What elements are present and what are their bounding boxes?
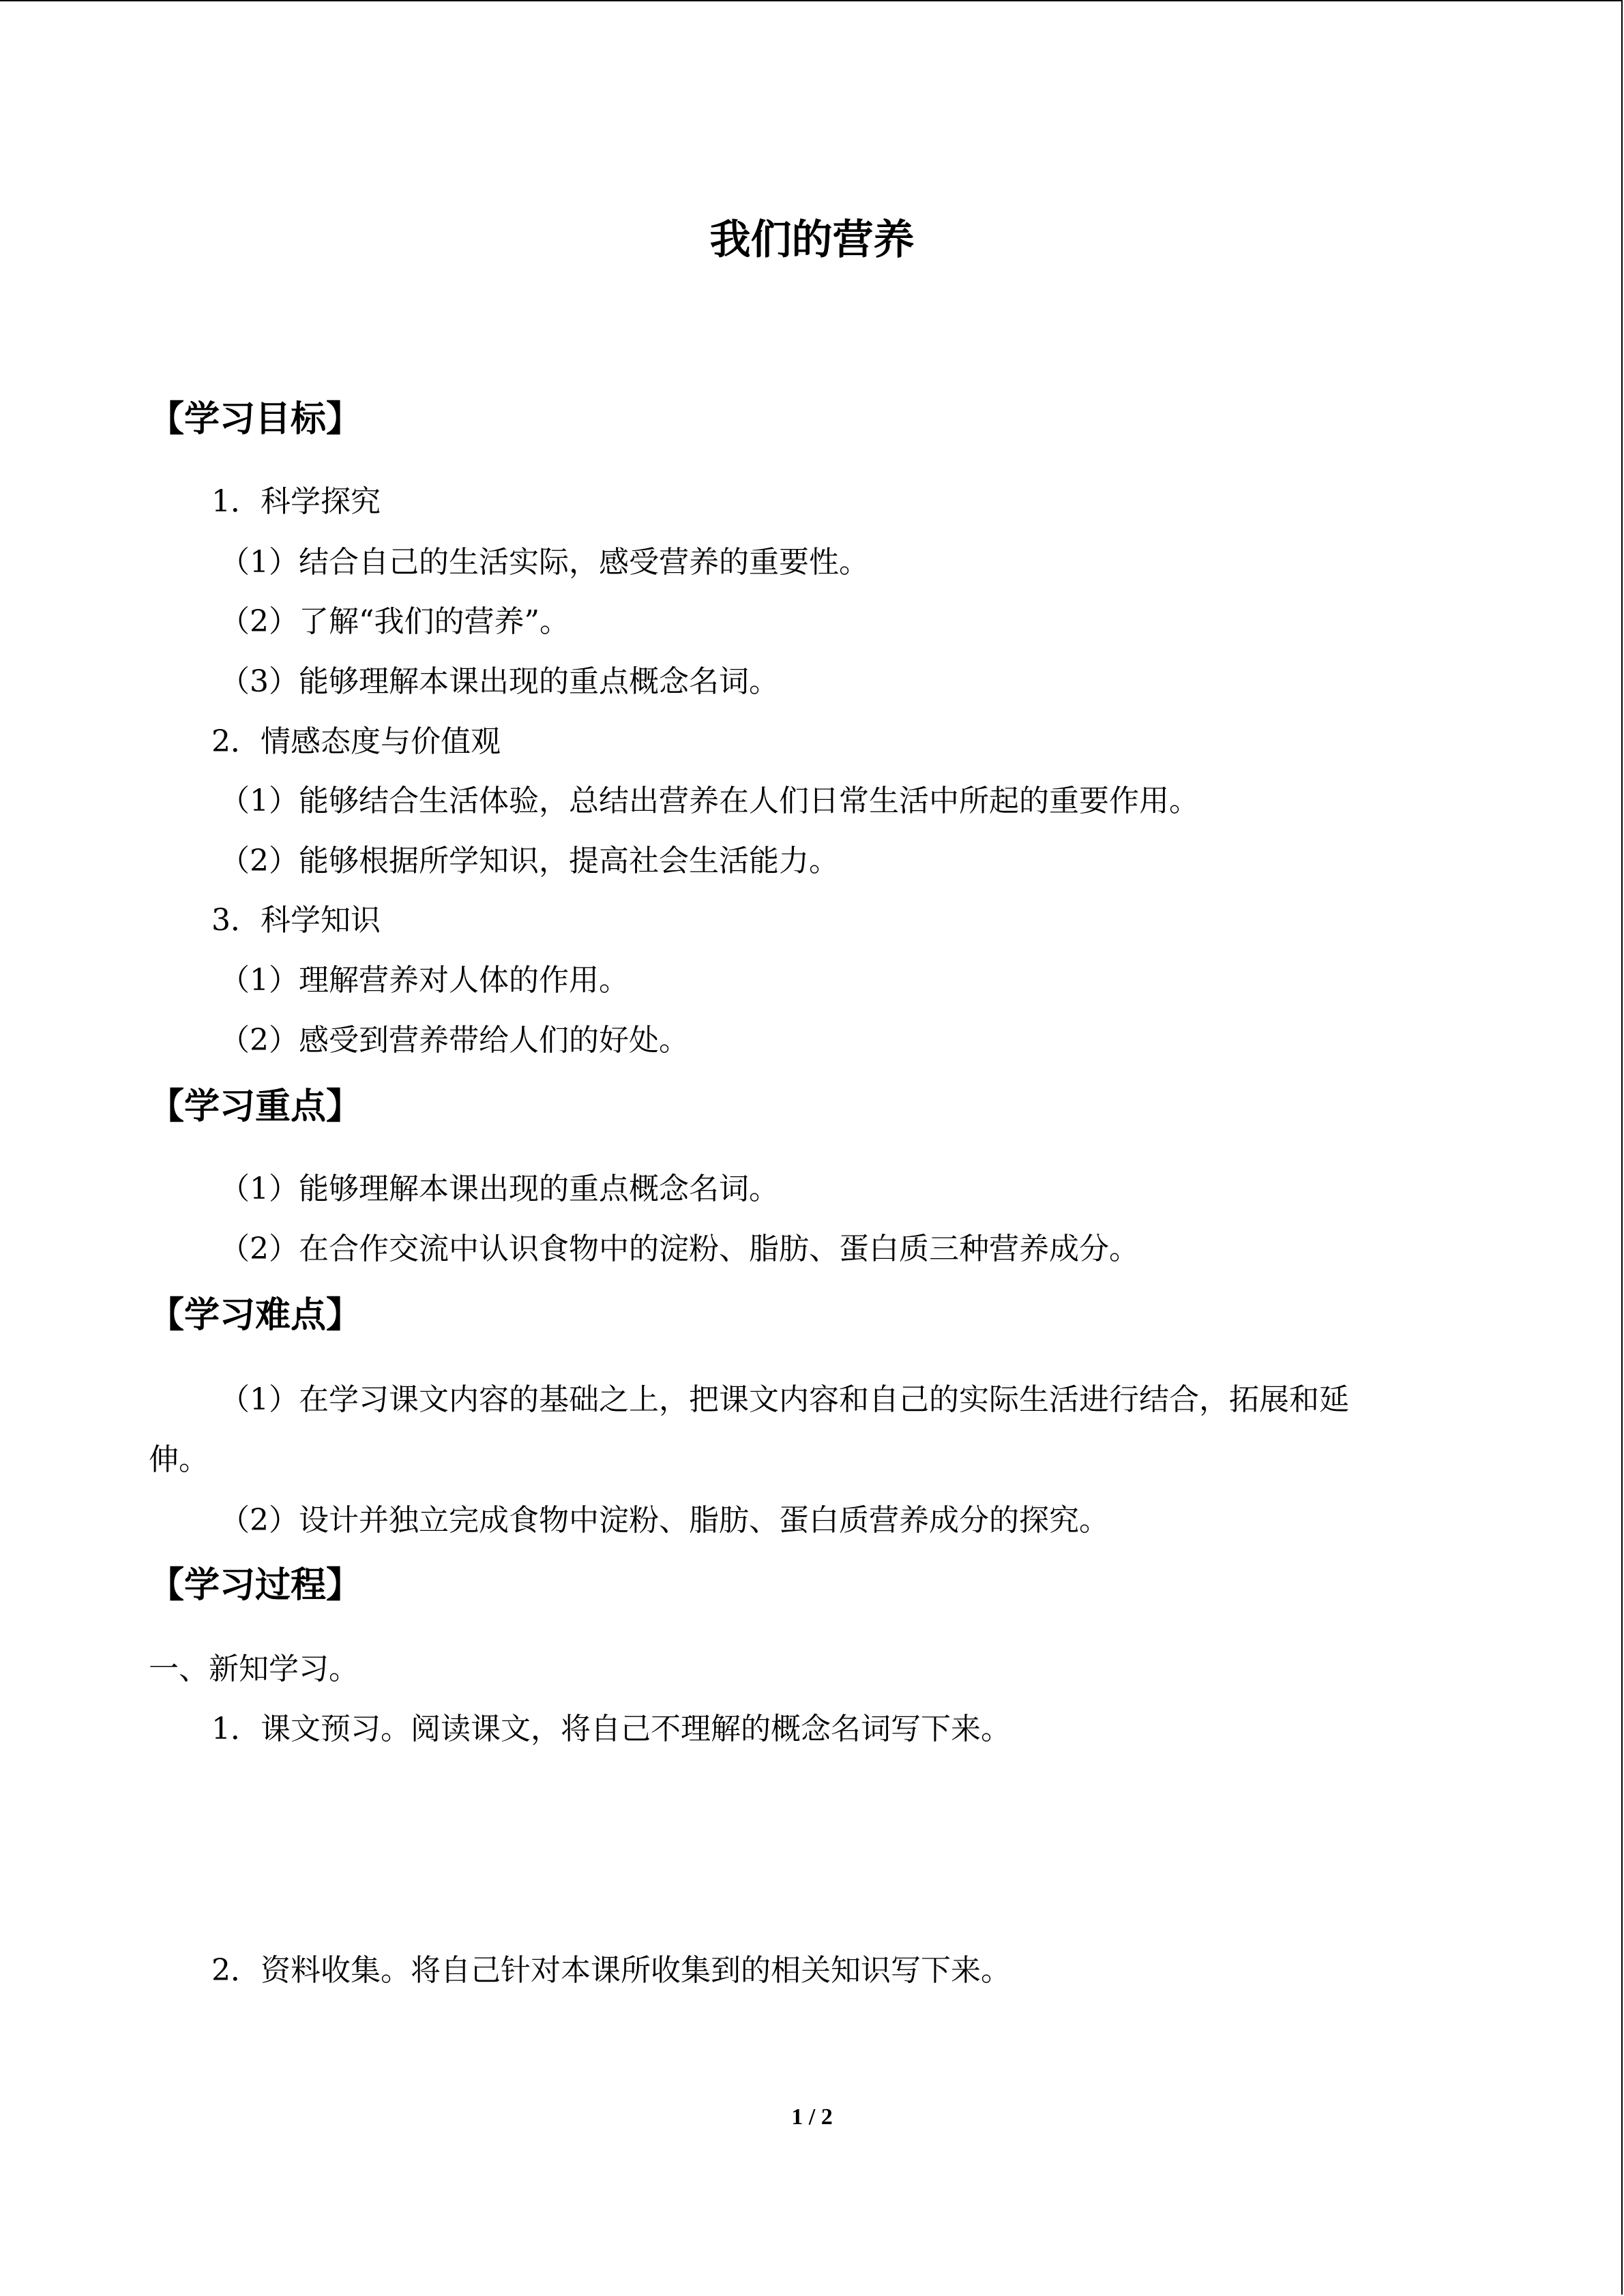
objective-subitem: （1）能够结合生活体验，总结出营养在人们日常生活中所起的重要作用。 — [220, 784, 1199, 818]
objective-subitem: （3）能够理解本课出现的重点概念名词。 — [220, 664, 779, 699]
objective-subitem: （1）结合自己的生活实际，感受营养的重要性。 — [220, 545, 869, 580]
objective-item-science-inquiry: 1．科学探究 — [211, 484, 381, 519]
section-heading-difficulties: 【学习难点】 — [149, 1295, 362, 1336]
process-step: 1．课文预习。阅读课文，将自己不理解的概念名词写下来。 — [211, 1712, 1011, 1746]
objective-subitem: （2）了解“我们的营养”。 — [220, 604, 570, 639]
objective-subitem: （2）能够根据所学知识，提高社会生活能力。 — [220, 844, 839, 878]
difficulty-item: （2）设计并独立完成食物中淀粉、脂肪、蛋白质营养成分的探究。 — [220, 1503, 1109, 1538]
process-step: 2．资料收集。将自己针对本课所收集到的相关知识写下来。 — [211, 1953, 1011, 1988]
section-heading-process: 【学习过程】 — [149, 1565, 362, 1606]
objective-item-science-knowledge: 3．科学知识 — [211, 903, 381, 938]
objective-item-attitude-values: 2．情感态度与价值观 — [211, 724, 501, 759]
difficulty-item: （1）在学习课文内容的基础之上，把课文内容和自己的实际生活进行结合，拓展和延 — [220, 1382, 1349, 1417]
key-point-item: （2）在合作交流中认识食物中的淀粉、脂肪、蛋白质三种营养成分。 — [220, 1232, 1139, 1266]
difficulty-item-continuation: 伸。 — [149, 1442, 209, 1477]
process-part-heading: 一、新知学习。 — [149, 1652, 359, 1686]
section-heading-objectives: 【学习目标】 — [149, 399, 362, 440]
key-point-item: （1）能够理解本课出现的重点概念名词。 — [220, 1172, 779, 1206]
objective-subitem: （2）感受到营养带给人们的好处。 — [220, 1023, 689, 1058]
page-title: 我们的营养 — [709, 216, 915, 264]
objective-subitem: （1）理解营养对人体的作用。 — [220, 963, 629, 998]
section-heading-key-points: 【学习重点】 — [149, 1086, 362, 1127]
page-number: 1 / 2 — [791, 2104, 833, 2130]
